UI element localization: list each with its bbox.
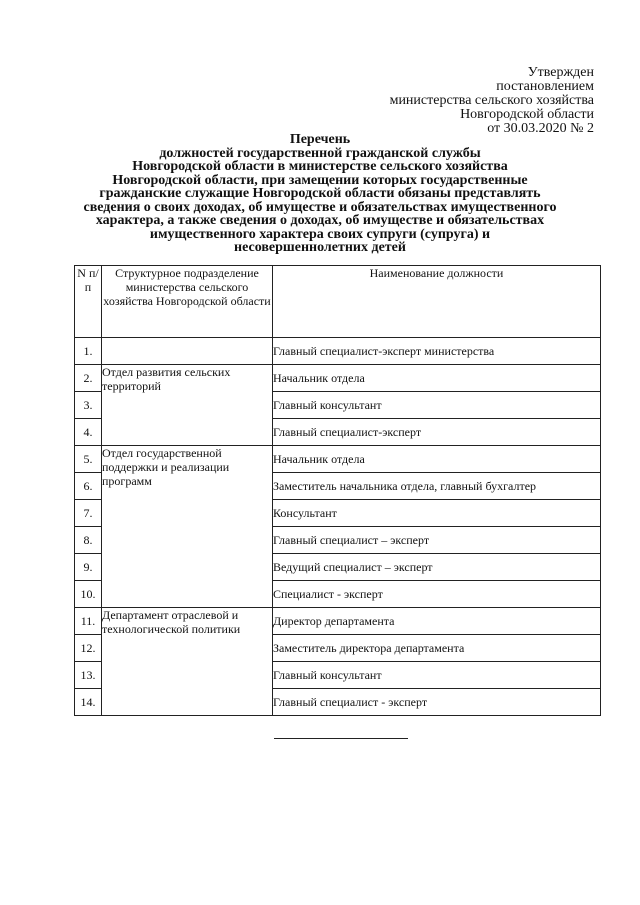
approval-line: министерства сельского хозяйства <box>389 93 594 108</box>
row-number: 10. <box>75 581 102 608</box>
row-number: 12. <box>75 635 102 662</box>
approval-date-line: от 30.03.2020 № 2 <box>487 121 594 136</box>
row-number: 9. <box>75 554 102 581</box>
row-number: 4. <box>75 419 102 446</box>
header-position: Наименование должности <box>273 266 601 338</box>
table-row <box>75 608 601 635</box>
department-cell: Департамент отраслевой и технологической политики <box>102 608 273 716</box>
table-header-row <box>75 266 601 338</box>
position-cell: Заместитель начальника отдела, главный бухгалтер <box>273 473 601 500</box>
table-row <box>75 446 601 473</box>
approval-line: Утвержден <box>527 65 594 80</box>
title-line: сведения о своих доходах, об имуществе и обязательствах имущественного <box>83 199 557 215</box>
row-number: 7. <box>75 500 102 527</box>
closing-line <box>274 738 408 739</box>
title-line: должностей государственной гражданской службы <box>159 145 481 161</box>
approval-line: Новгородской области <box>460 107 594 122</box>
title-line: характера, а также сведения о доходах, об имуществе и обязательствах <box>95 213 545 228</box>
row-number: 13. <box>75 662 102 689</box>
position-cell: Специалист - эксперт <box>273 581 601 608</box>
row-number: 3. <box>75 392 102 419</box>
position-cell: Главный специалист - эксперт <box>273 689 601 716</box>
department-cell: Отдел развития сельских территорий <box>102 365 273 446</box>
title-line: гражданские служащие Новгородской области обязаны представлять <box>99 186 541 201</box>
table-row <box>75 338 601 365</box>
position-cell: Главный специалист – эксперт <box>273 527 601 554</box>
position-cell: Главный специалист-эксперт министерства <box>273 338 601 365</box>
position-cell: Главный специалист-эксперт <box>273 419 601 446</box>
header-department: Структурное подразделение министерства сельского хозяйства Новгородской области <box>102 266 273 338</box>
title-line: имущественного характера своих супруги (супруга) и <box>149 226 491 242</box>
approval-line: постановлением <box>496 79 594 94</box>
title-line: Новгородской области, при замещении которых государственные <box>112 172 528 188</box>
row-number: 1. <box>75 338 102 365</box>
position-cell: Ведущий специалист – эксперт <box>273 554 601 581</box>
document-title <box>40 133 600 255</box>
row-number: 14. <box>75 689 102 716</box>
row-number: 8. <box>75 527 102 554</box>
header-number: N п/п <box>75 266 102 338</box>
position-cell: Заместитель директора департамента <box>273 635 601 662</box>
position-cell: Консультант <box>273 500 601 527</box>
position-cell: Главный консультант <box>273 662 601 689</box>
position-cell: Начальник отдела <box>273 446 601 473</box>
row-number: 2. <box>75 365 102 392</box>
title-line: Новгородской области в министерстве сельского хозяйства <box>132 159 508 174</box>
title-line: несовершеннолетних детей <box>234 240 406 255</box>
position-cell: Главный консультант <box>273 392 601 419</box>
department-cell-empty <box>102 338 273 365</box>
approval-stamp <box>390 66 594 136</box>
position-cell: Начальник отдела <box>273 365 601 392</box>
row-number: 6. <box>75 473 102 500</box>
table-row <box>75 365 601 392</box>
position-cell: Директор департамента <box>273 608 601 635</box>
positions-table <box>74 265 601 716</box>
row-number: 5. <box>75 446 102 473</box>
department-cell: Отдел государственной поддержки и реализации программ <box>102 446 273 608</box>
title-line: Перечень <box>289 132 351 147</box>
row-number: 11. <box>75 608 102 635</box>
